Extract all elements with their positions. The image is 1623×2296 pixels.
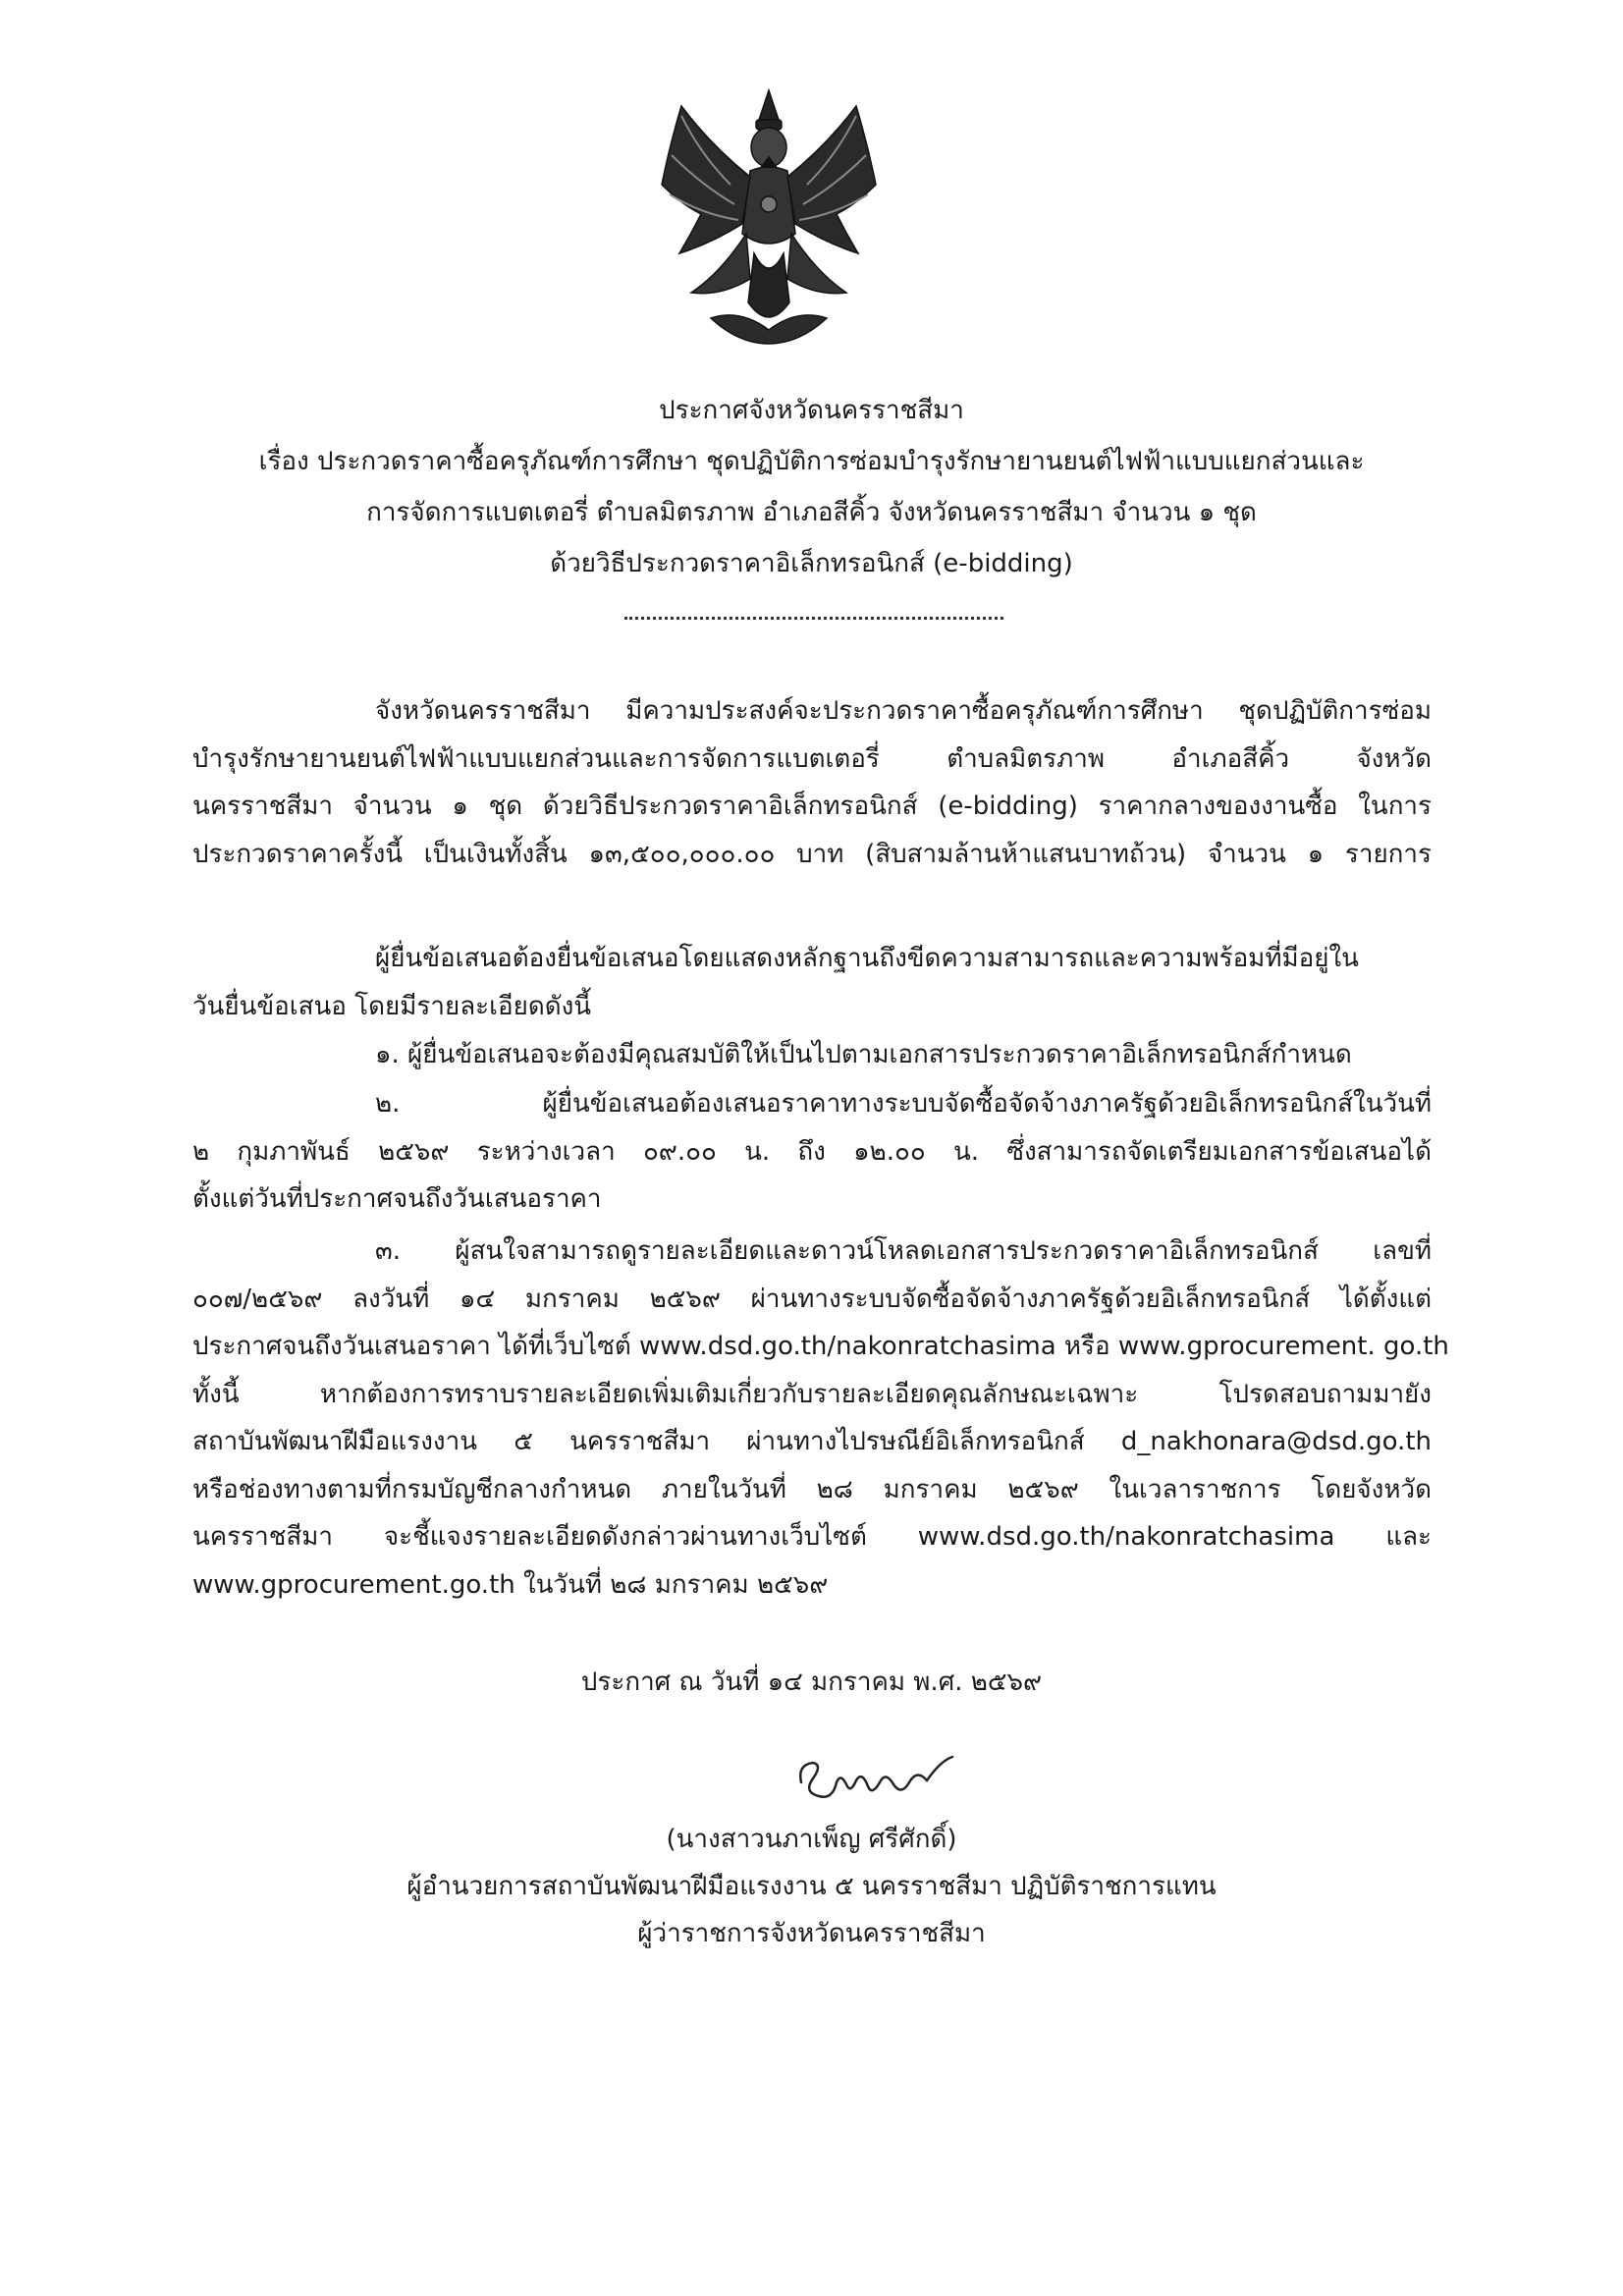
paragraph-purpose [192, 687, 1432, 878]
list-item-3 [192, 1228, 1449, 1609]
text-line: บำรุงรักษายานยนต์ไฟฟ้าแบบแยกส่วนและการจัดการแบตเตอรี่ ตำบลมิตรภาพ อำเภอสีคิ้ว จังหวัด [192, 743, 1432, 774]
text-line: จังหวัดนครราชสีมา มีความประสงค์จะประกวดราคาซื้อครุภัณฑ์การศึกษา ชุดปฏิบัติการซ่อม [375, 696, 1432, 726]
text-line: www.gprocurement.go.th ในวันที่ ๒๘ มกราคม ๒๕๖๙ [192, 1569, 829, 1600]
text-line: ประกวดราคาครั้งนี้ เป็นเงินทั้งสิ้น ๑๓,๕๐๐,๐๐๐.๐๐ บาท (สิบสามล้านห้าแสนบาทถ้วน) จำนวน ๑ รายการ [192, 839, 1432, 869]
text-line: ผู้ยื่นข้อเสนอต้องยื่นข้อเสนอโดยแสดงหลักฐานถึงขีดความสามารถและความพร้อมที่มีอยู่ใน [375, 944, 1359, 973]
text-line: ประกาศจนถึงวันเสนอราคา ได้ที่เว็บไซต์ www.dsd.go.th/nakonratchasima หรือ www.gprocurement. go.th [192, 1332, 1449, 1361]
text-line: นครราชสีมา จำนวน ๑ ชุด ด้วยวิธีประกวดราคาอิเล็กทรอนิกส์ (e-bidding) ราคากลางของงานซื้อ ในการ [192, 792, 1432, 821]
garuda-emblem-icon [652, 86, 886, 350]
text-line: ตั้งแต่วันที่ประกาศจนถึงวันเสนอราคา [192, 1184, 602, 1214]
header-subject-line: การจัดการแบตเตอรี่ ตำบลมิตรภาพ อำเภอสีคิ้ว จังหวัดนครราชสีมา จำนวน ๑ ชุด [366, 498, 1257, 527]
text-line: สถาบันพัฒนาฝีมือแรงงาน ๕ นครราชสีมา ผ่านทางไปรษณีย์อิเล็กทรอนิกส์ d_nakhonara@dsd.go.th [192, 1427, 1432, 1456]
signer-name: (นางสาวนภาเพ็ญ ศรีศักดิ์) [666, 1825, 957, 1854]
text-line: ทั้งนี้ หากต้องการทราบรายละเอียดเพิ่มเติมเกี่ยวกับรายละเอียดคุณลักษณะเฉพาะ โปรดสอบถามมายัง [192, 1379, 1432, 1409]
handwritten-signature-icon [793, 1753, 960, 1814]
text-line: ๒. ผู้ยื่นข้อเสนอต้องเสนอราคาทางระบบจัดซื้อจัดจ้างภาครัฐด้วยอิเล็กทรอนิกส์ในวันที่ [375, 1089, 1432, 1119]
text-line: ๓. ผู้สนใจสามารถดูรายละเอียดและดาวน์โหลดเอกสารประกวดราคาอิเล็กทรอนิกส์ เลขที่ [375, 1236, 1432, 1266]
paragraph-requirements [192, 935, 1432, 1030]
text-line: หรือช่องทางตามที่กรมบัญชีกลางกำหนด ภายในวันที่ ๒๘ มกราคม ๒๕๖๙ ในเวลาราชการ โดยจังหวัด [192, 1474, 1432, 1504]
header-subject-line: ด้วยวิธีประกวดราคาอิเล็กทรอนิกส์ (e-bidding) [550, 549, 1073, 578]
signer-title: ผู้ว่าราชการจังหวัดนครราชสีมา [637, 1919, 986, 1948]
header-divider [624, 617, 1003, 620]
list-item-2 [192, 1080, 1432, 1224]
announcement-date: ประกาศ ณ วันที่ ๑๔ มกราคม พ.ศ. ๒๕๖๙ [580, 1667, 1043, 1697]
text-line: นครราชสีมา จะชี้แจงรายละเอียดดังกล่าวผ่านทางเว็บไซต์ www.dsd.go.th/nakonratchasima และ [192, 1522, 1432, 1552]
text-line: วันยื่นข้อเสนอ โดยมีรายละเอียดดังนี้ [192, 991, 592, 1021]
text-line: ๒ กุมภาพันธ์ ๒๕๖๙ ระหว่างเวลา ๐๙.๐๐ น. ถึง ๑๒.๐๐ น. ซึ่งสามารถจัดเตรียมเอกสารข้อเสนอได้ [192, 1136, 1432, 1167]
header-subject-line: เรื่อง ประกวดราคาซื้อครุภัณฑ์การศึกษา ชุดปฏิบัติการซ่อมบำรุงรักษายานยนต์ไฟฟ้าแบบแยกส่วนและ [258, 447, 1365, 476]
text-line: ๐๐๗/๒๕๖๙ ลงวันที่ ๑๔ มกราคม ๒๕๖๙ ผ่านทางระบบจัดซื้อจัดจ้างภาครัฐด้วยอิเล็กทรอนิกส์ ได้ตั้งแต่ [192, 1284, 1432, 1314]
signer-title: ผู้อำนวยการสถาบันพัฒนาฝีมือแรงงาน ๕ นครราชสีมา ปฏิบัติราชการแทน [406, 1872, 1217, 1901]
list-item-1 [192, 1031, 1432, 1079]
header-title: ประกาศจังหวัดนครราชสีมา [659, 396, 964, 425]
text-line: ๑. ผู้ยื่นข้อเสนอจะต้องมีคุณสมบัติให้เป็นไปตามเอกสารประกวดราคาอิเล็กทรอนิกส์กำหนด [375, 1040, 1352, 1069]
